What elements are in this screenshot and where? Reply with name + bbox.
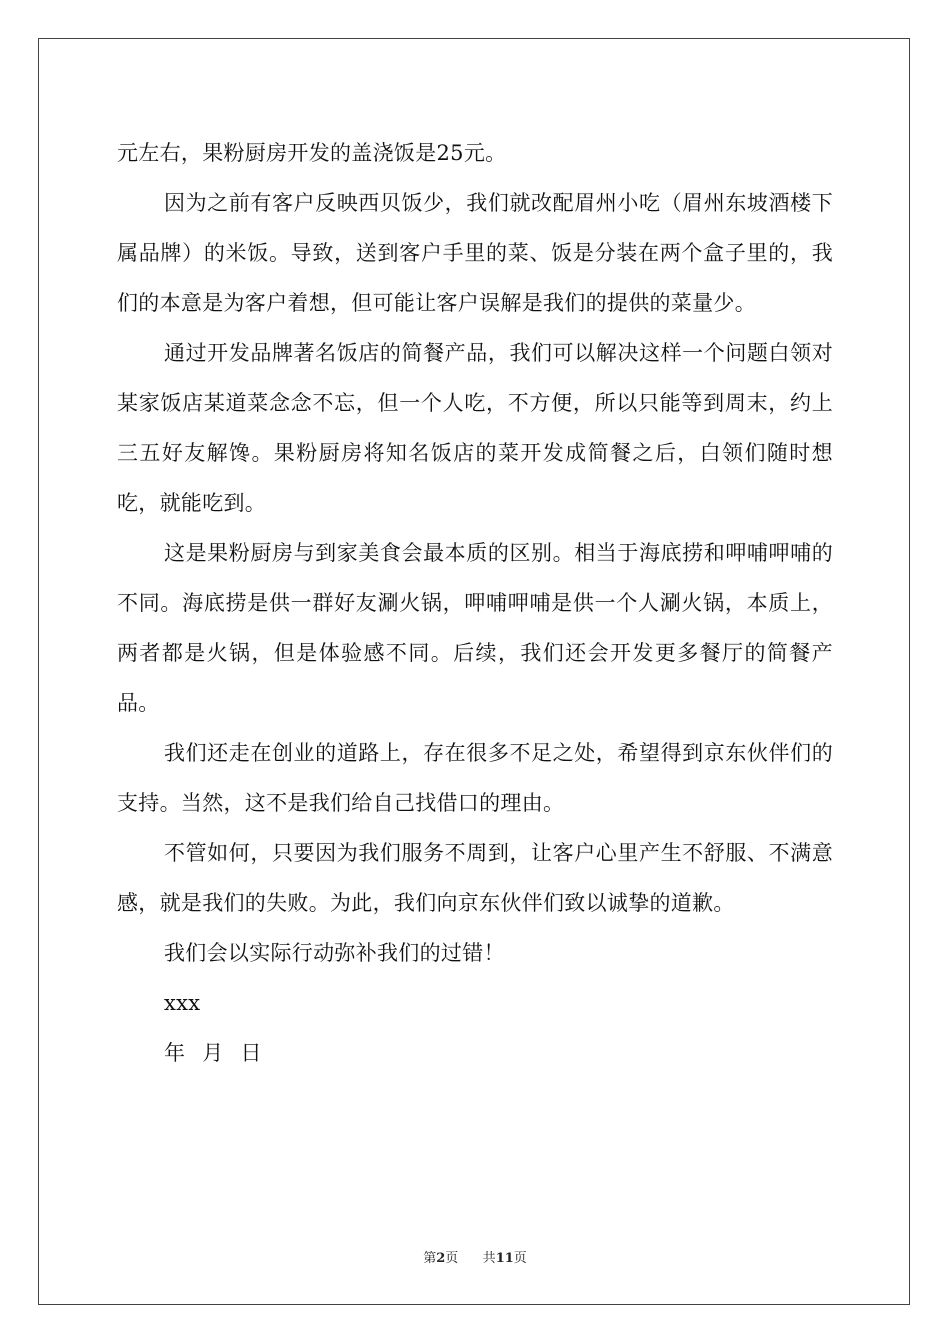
paragraph-4: 这是果粉厨房与到家美食会最本质的区别。相当于海底捞和呷哺呷哺的不同。海底捞是供一群好友涮火锅，呷哺呷哺是供一个人涮火锅，本质上，两者都是火锅，但是体验感不同。后续，我们还会开发更多餐厅的简餐产品。 bbox=[117, 541, 833, 715]
total-pages: 11 bbox=[495, 1251, 514, 1266]
paragraph-3: 通过开发品牌著名饭店的简餐产品，我们可以解决这样一个问题白领对某家饭店某道菜念念不忘，但一个人吃，不方便，所以只能等到周末，约上三五好友解馋。果粉厨房将知名饭店的菜开发成简餐之后，白领们随时想吃，就能吃到。 bbox=[117, 341, 833, 515]
paragraph-6: 不管如何，只要因为我们服务不周到，让客户心里产生不舒服、不满意感，就是我们的失败。为此，我们向京东伙伴们致以诚挚的道歉。 bbox=[117, 841, 833, 915]
page-prefix: 第 bbox=[423, 1251, 437, 1266]
page-footer bbox=[0, 1247, 950, 1266]
paragraph-2: 因为之前有客户反映西贝饭少，我们就改配眉州小吃（眉州东坡酒楼下属品牌）的米饭。导致，送到客户手里的菜、饭是分装在两个盒子里的，我们的本意是为客户着想，但可能让客户误解是我们的提供的菜量少。 bbox=[117, 191, 833, 315]
paragraph-7: 我们会以实际行动弥补我们的过错！ bbox=[164, 941, 505, 965]
date-line: 年 月 日 bbox=[164, 1041, 262, 1065]
signature: xxx bbox=[164, 991, 201, 1015]
total-prefix: 共 bbox=[482, 1251, 496, 1266]
document-body bbox=[117, 128, 833, 1078]
paragraph-1: 元左右，果粉厨房开发的盖浇饭是25元。 bbox=[117, 141, 507, 165]
page-number: 2 bbox=[436, 1251, 446, 1266]
page-suffix: 页 bbox=[445, 1251, 459, 1266]
paragraph-5: 我们还走在创业的道路上，存在很多不足之处，希望得到京东伙伴们的支持。当然，这不是我们给自己找借口的理由。 bbox=[117, 741, 833, 815]
total-suffix: 页 bbox=[513, 1251, 527, 1266]
